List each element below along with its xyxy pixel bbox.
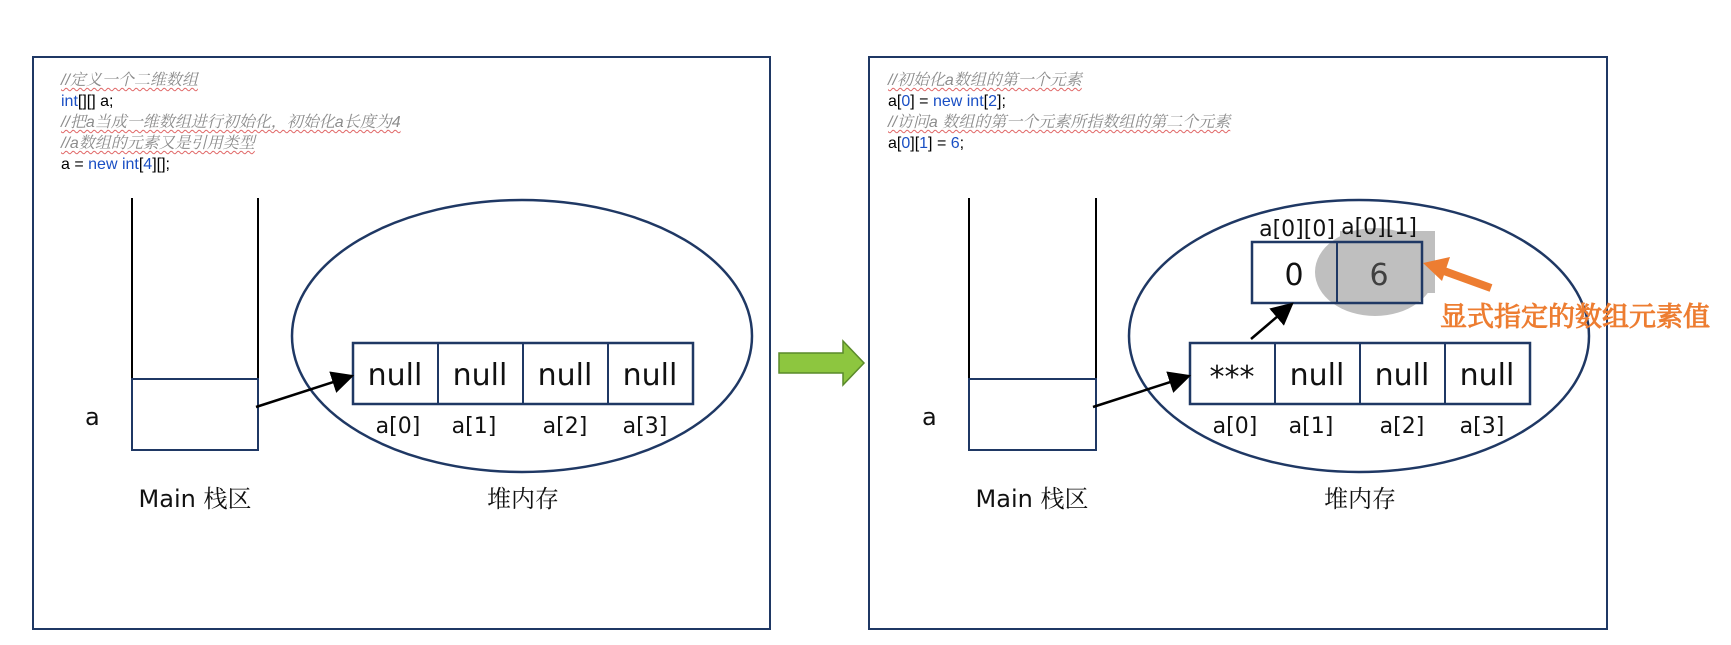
sub-index: a[0][1]: [1341, 215, 1417, 240]
left-index: a[2]: [542, 414, 588, 439]
code-token: new int: [88, 156, 139, 173]
right-index: a[1]: [1288, 414, 1334, 439]
sub-reference-arrow: [1251, 304, 1292, 339]
code-token: ][: [910, 135, 920, 152]
code-token: //访问a 数组的第一个元素所指数组的第二个元素: [888, 114, 1231, 131]
left-index: a[3]: [622, 414, 668, 439]
right-cell: null: [1289, 358, 1345, 393]
code-token: //a数组的元素又是引用类型: [61, 135, 255, 152]
left-cell: null: [367, 358, 423, 393]
code-token: new int: [932, 93, 984, 110]
code-token: 2: [988, 93, 997, 110]
code-token: ][];: [152, 156, 170, 173]
code-token: 4: [143, 156, 153, 173]
code-token: //初始化a数组的第一个元素: [888, 72, 1082, 89]
transition-arrow-icon: [779, 341, 864, 385]
left-cell: null: [537, 358, 593, 393]
left-index: a[0]: [375, 414, 421, 439]
code-token: 0: [901, 93, 911, 110]
sub-index: a[0][0]: [1259, 217, 1335, 242]
left-stack-slot: [132, 379, 258, 450]
left-heap-ellipse: [292, 200, 752, 472]
left-heap-label: 堆内存: [487, 485, 559, 513]
right-cell: ***: [1209, 360, 1255, 395]
right-cell: null: [1374, 358, 1430, 393]
code-token: [: [983, 93, 989, 110]
right-cell: null: [1459, 358, 1515, 393]
code-token: //定义一个二维数组: [61, 72, 198, 89]
code-token: [][] a;: [77, 93, 114, 110]
left-stack-var: a: [85, 403, 100, 431]
sub-cell-highlighted: 6: [1369, 258, 1389, 293]
left-cell: null: [452, 358, 508, 393]
right-index: a[0]: [1212, 414, 1258, 439]
code-token: ;: [959, 135, 965, 152]
right-stack-var: a: [922, 403, 937, 431]
code-token: //把a当成一维数组进行初始化，初始化a长度为4: [61, 114, 401, 131]
code-token: [: [138, 156, 144, 173]
code-token: a[: [888, 135, 902, 152]
left-stack-label: Main 栈区: [138, 485, 252, 513]
right-index: a[2]: [1379, 414, 1425, 439]
code-token: ];: [997, 93, 1006, 110]
code-token: 1: [919, 135, 929, 152]
left-index: a[1]: [451, 414, 497, 439]
right-heap-label: 堆内存: [1324, 485, 1396, 513]
code-token: int: [61, 93, 78, 110]
code-token: ] =: [910, 93, 933, 110]
right-stack: [969, 198, 1096, 450]
code-token: ] =: [928, 135, 951, 152]
right-stack-slot: [969, 379, 1096, 450]
left-stack: [132, 198, 258, 450]
right-index: a[3]: [1459, 414, 1505, 439]
code-token: a =: [61, 156, 89, 173]
code-token: 6: [950, 135, 960, 152]
sub-cell: 0: [1284, 258, 1304, 293]
code-token: 0: [901, 135, 911, 152]
right-stack-label: Main 栈区: [975, 485, 1089, 513]
left-cell: null: [622, 358, 678, 393]
code-token: a[: [888, 93, 902, 110]
annotation-text: 显式指定的数组元素值: [1440, 302, 1710, 333]
